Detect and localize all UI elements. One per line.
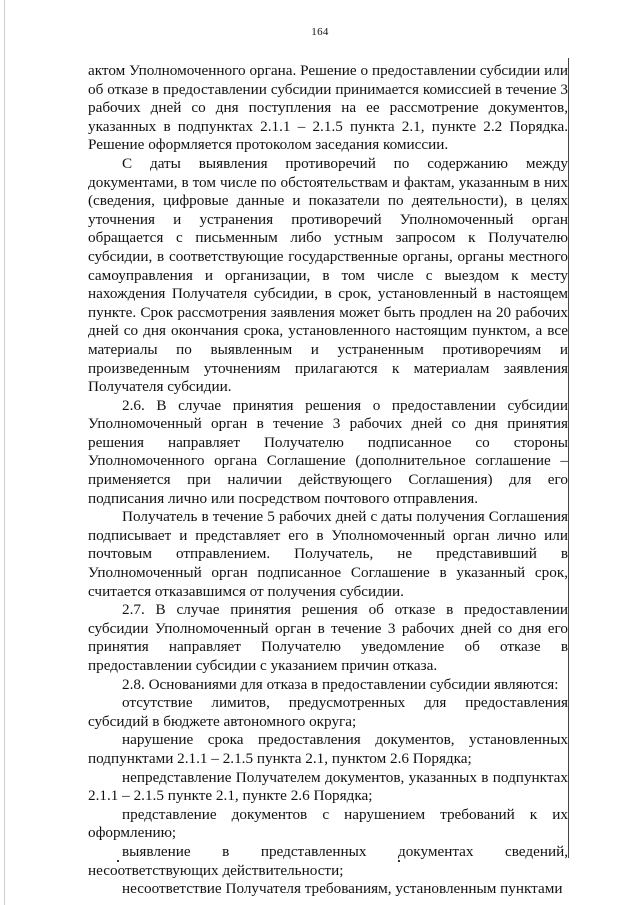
paragraph-commission-decision: актом Уполномоченного органа. Решение о предоставлении субсидии или об отказе в предоставлении субсидии принимается комиссией в течение 3 рабочих дней со дня поступления на ее рассмотрение документов, указанных в подпунктах 2.1.1 – 2.1.5 пункта 2.1, пункте 2.2 Порядка. Решение оформляется протоколом заседания комиссии. <box>88 62 568 154</box>
scan-edge-line <box>4 0 5 905</box>
list-item-documents-not-submitted: непредставление Получателем документов, указанных в подпунктах 2.1.1 – 2.1.5 пункте 2.1, пункте 2.6 Порядка; <box>88 768 568 805</box>
paragraph-2-7: 2.7. В случае принятия решения об отказе в предоставлении субсидии Уполномоченный орган в течение 3 рабочих дней со дня его принятия направляет Получателю уведомление об отказе в предоставлении субсидии с указанием причин отказа. <box>88 601 568 674</box>
list-item-format-violation: представление документов с нарушением требований к их оформлению; <box>88 805 568 842</box>
list-item-requirements-mismatch: несоответствие Получателя требованиям, установленным пунктами <box>122 880 563 898</box>
scan-speck <box>117 860 119 862</box>
list-item-no-limits: отсутствие лимитов, предусмотренных для предоставления субсидий в бюджете автономного округа; <box>88 694 568 730</box>
document-body <box>88 62 568 899</box>
page-number: 164 <box>311 26 329 38</box>
list-item-false-information: выявление в представленных документах сведений, несоответствующих действительности; <box>88 842 568 879</box>
paragraph-agreement-signing: Получатель в течение 5 рабочих дней с даты получения Соглашения подписывает и представляет его в Уполномоченный орган лично или почтовым отправлением. Получатель, не представивший в Уполномоченный орган подписанное Соглашение в указанный срок, считается отказавшимся от получения субсидии. <box>88 508 568 600</box>
paragraph-2-6: 2.6. В случае принятия решения о предоставлении субсидии Уполномоченный орган в течение 3 рабочих дней со дня принятия решения направляет Получателю подписанное со стороны Уполномоченного органа Соглашение (дополнительное соглашение – применяется при наличии действующего Соглашения) для его подписания лично или посредством почтового отправления. <box>88 396 568 507</box>
paragraph-2-8: 2.8. Основаниями для отказа в предоставлении субсидии являются: <box>122 675 559 693</box>
scan-margin-line <box>568 58 569 858</box>
paragraph-contradictions: С даты выявления противоречий по содержанию между документами, в том числе по обстоятельствам и фактам, указанным в них (сведения, цифровые данные и показатели по деятельности), в целях уточнения и устранения противоречий Уполномоченный орган обращается с письменным либо устным запросом к Получателю субсидии, в соответствующие государственные органы, органы местного самоуправления и организации, в том числе с выездом к месту нахождения Получателя субсидии, в срок, установленный в настоящем пункте. Срок рассмотрения заявления может быть продлен на 20 рабочих дней со дня окончания срока, установленного настоящим пунктом, а все материалы по выявленным и устраненным противоречиям и произведенным уточнениям прилагаются к материалам заявления Получателя субсидии. <box>88 154 568 396</box>
scan-speck <box>398 860 400 862</box>
list-item-deadline-violation: нарушение срока предоставления документов, установленных подпунктами 2.1.1 – 2.1.5 пункта 2.1, пунктом 2.6 Порядка; <box>88 731 568 767</box>
